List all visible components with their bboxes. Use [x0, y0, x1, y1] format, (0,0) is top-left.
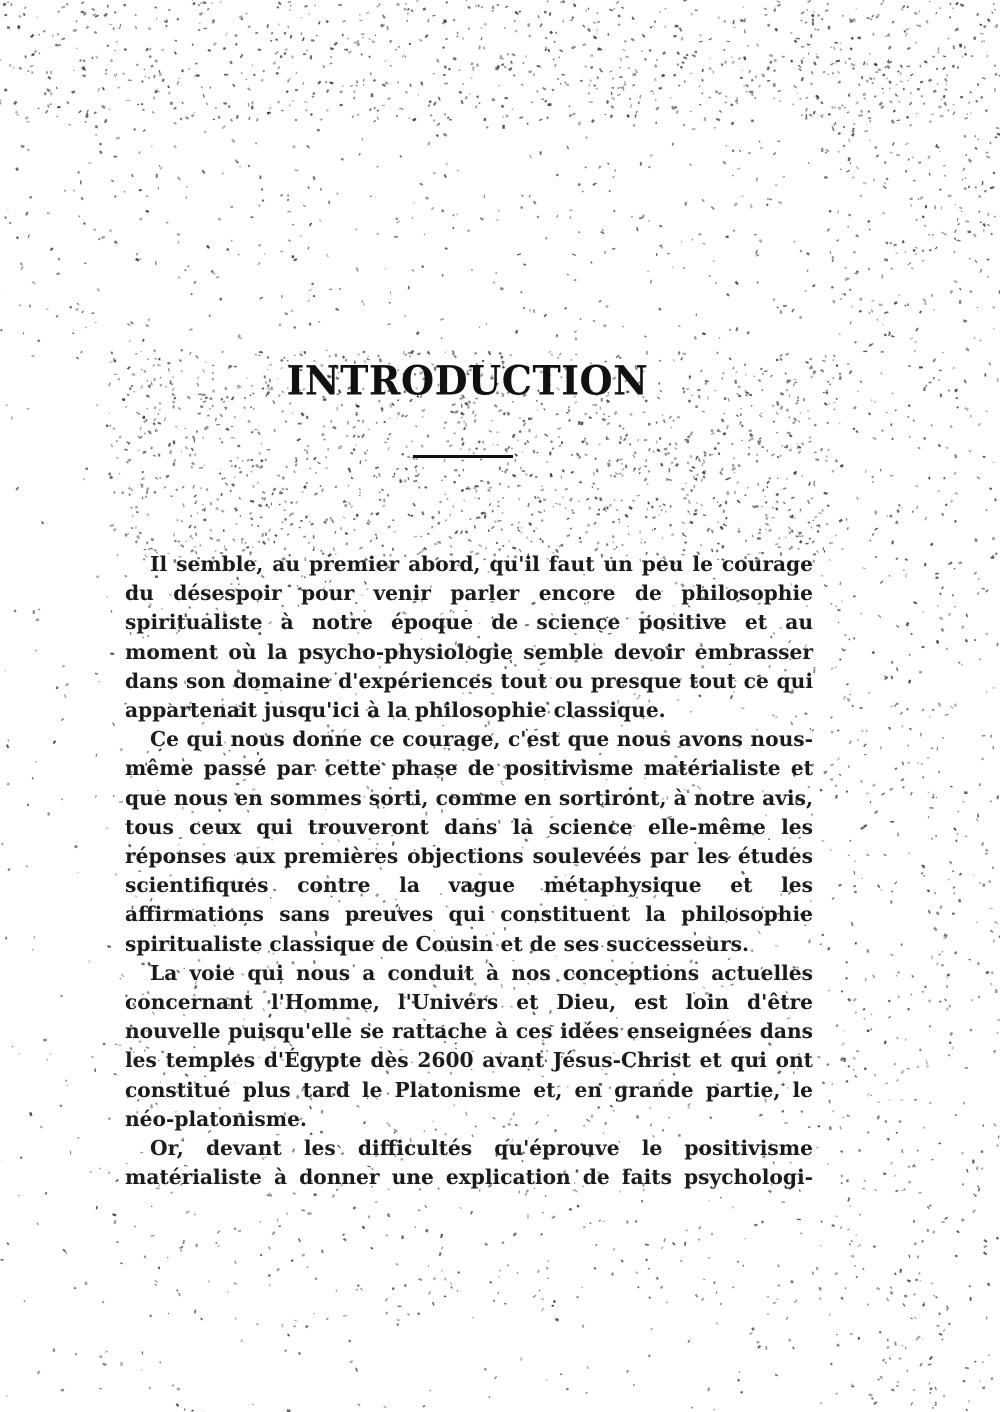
- body-text: [125, 550, 813, 1192]
- chapter-title: INTRODUCTION: [286, 356, 649, 405]
- paragraph-3: La voie qui nous a conduit à nos conceptions actuelles concernant l'Homme, l'Univers et Dieu, est loin d'être nouvelle puisqu'elle se rattache à ces idées enseignées dans les temples d'Égypte dès 2600 avant Jésus-Christ et qui ont constitué plus tard le Platonisme et, en grande partie, le néo-platonisme.: [125, 960, 813, 1131]
- title-divider: [413, 455, 513, 458]
- paragraph-4: Or, devant les difficultés qu'éprouve le positivisme matérialiste à donner une explication de faits psychologi-: [125, 1136, 813, 1190]
- paragraph-1: Il semble, au premier abord, qu'il faut un peu le courage du désespoir pour venir parler encore de philosophie spiritualiste à notre époque de science positive et au moment où la psycho-physiologie semble devoir embrasser dans son domaine d'expériences tout ou presque tout ce qui appartenait jusqu'ici à la philosophie classique.: [125, 552, 813, 723]
- paragraph-2: Ce qui nous donne ce courage, c'est que nous avons nous-même passé par cette phase de positivisme matérialiste et que nous en sommes sorti, comme en sortiront, à notre avis, tous ceux qui trouveront dans la science elle-même les réponses aux premières objections soulevées par les études scientifiques contre la vague métaphysique et les affirmations sans preuves qui constituent la philosophie spiritualiste classique de Cousin et de ses successeurs.: [125, 727, 813, 956]
